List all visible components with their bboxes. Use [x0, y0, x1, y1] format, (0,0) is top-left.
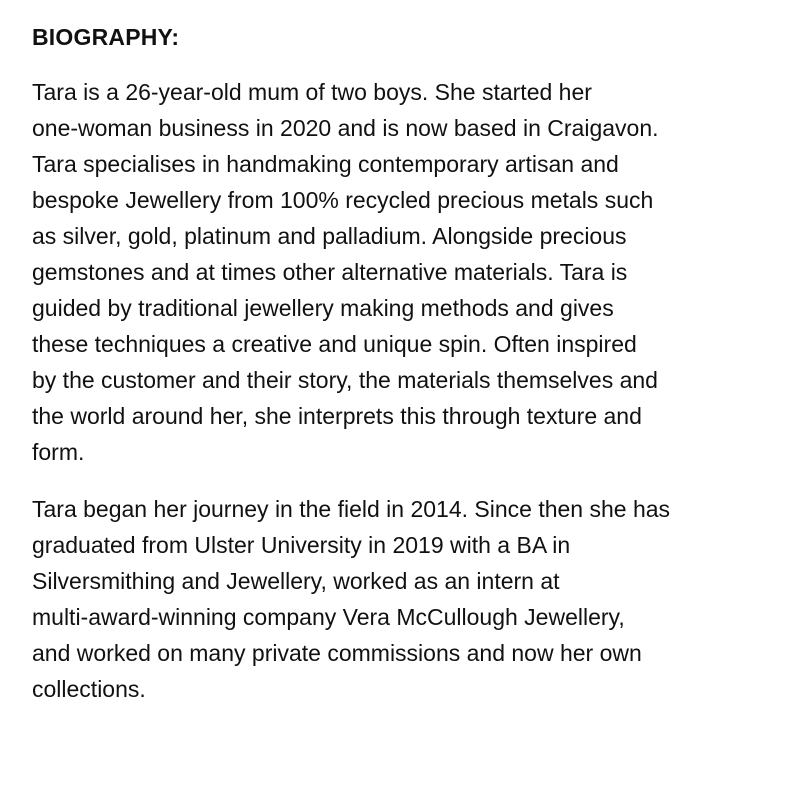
text-line: Silversmithing and Jewellery, worked as an intern at	[32, 568, 560, 594]
text-line: graduated from Ulster University in 2019 with a BA in	[32, 532, 571, 558]
text-line: Tara specialises in handmaking contemporary artisan and	[32, 151, 619, 177]
text-line: by the customer and their story, the materials themselves and	[32, 367, 658, 393]
text-line: one-woman business in 2020 and is now based in Craigavon.	[32, 115, 659, 141]
text-line: bespoke Jewellery from 100% recycled precious metals such	[32, 187, 654, 213]
text-line: these techniques a creative and unique spin. Often inspired	[32, 331, 637, 357]
text-line: Tara is a 26-year-old mum of two boys. She started her	[32, 79, 592, 105]
biography-paragraph-1	[32, 74, 784, 470]
text-line: as silver, gold, platinum and palladium. Alongside precious	[32, 223, 627, 249]
biography-document	[32, 22, 784, 728]
text-line: the world around her, she interprets this through texture and	[32, 403, 642, 429]
text-line: guided by traditional jewellery making methods and gives	[32, 295, 614, 321]
text-line: collections.	[32, 676, 146, 702]
biography-paragraph-2	[32, 491, 784, 707]
text-line: multi-award-winning company Vera McCullough Jewellery,	[32, 604, 625, 630]
text-line: form.	[32, 439, 85, 465]
text-line: and worked on many private commissions and now her own	[32, 640, 642, 666]
text-line: Tara began her journey in the field in 2014. Since then she has	[32, 496, 671, 522]
biography-heading: BIOGRAPHY:	[32, 24, 180, 50]
text-line: gemstones and at times other alternative materials. Tara is	[32, 259, 628, 285]
